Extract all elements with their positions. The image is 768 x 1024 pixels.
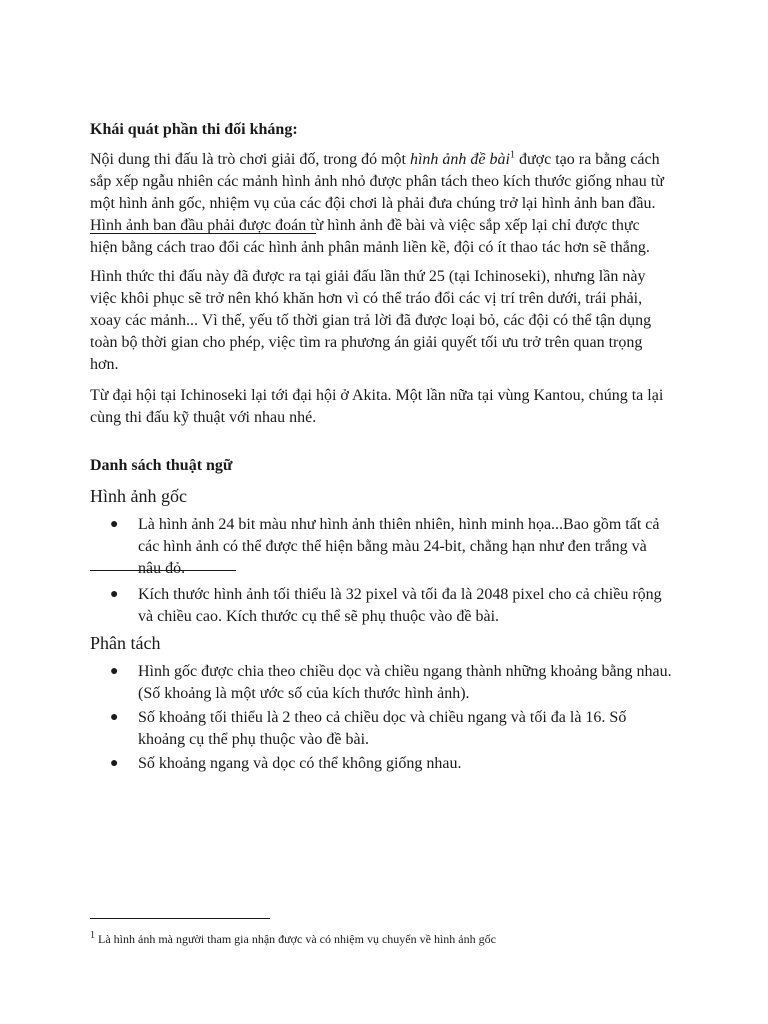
bullet-icon: ● — [110, 517, 119, 532]
text-line: Hình ảnh ban đầu phải được đoán từ hình ảnh đề bài và việc sắp xếp lại chỉ được thực — [90, 217, 640, 234]
footnote-text: Là hình ảnh mà người tham gia nhận được và có nhiệm vụ chuyển về hình ảnh gốc — [95, 932, 496, 946]
term1-list — [90, 514, 690, 628]
list-item — [90, 707, 690, 751]
text-line: cùng thi đấu kỹ thuật với nhau nhé. — [90, 409, 317, 426]
section-heading-glossary: Danh sách thuật ngữ — [90, 457, 233, 474]
text-span: Nội dung thi đấu là trò chơi giải đố, trong đó một — [90, 151, 410, 168]
text-line: Từ đại hội tại Ichinoseki lại tới đại hội ở Akita. Một lần nữa tại vùng Kantou, chúng ta lại — [90, 387, 664, 404]
text-line: việc khôi phục sẽ trở nên khó khăn hơn vì có thể tráo đổi các vị trí trên dưới, trái phải, — [90, 290, 643, 307]
text-line: hiện bằng cách trao đổi các hình ảnh phân mảnh liền kề, đội có ít thao tác hơn sẽ thắng. — [90, 239, 650, 256]
bullet-icon: ● — [110, 664, 119, 679]
text-line — [90, 149, 690, 171]
paragraph-closing — [90, 385, 690, 429]
bullet-icon: ● — [110, 587, 119, 602]
text-line: Kích thước hình ảnh tối thiểu là 32 pixel và tối đa là 2048 pixel cho cả chiều rộng — [138, 586, 662, 603]
underline-mark — [90, 233, 316, 234]
term2-list — [90, 661, 690, 775]
section-heading-overview: Khái quát phần thi đối kháng: — [90, 121, 298, 138]
term-title-segmentation: Phân tách — [90, 633, 161, 653]
text-line: xoay các mảnh... Vì thế, yếu tố thời gian trả lời đã được loại bỏ, các đội có thể tận dụng — [90, 312, 652, 329]
text-span: được tạo ra bằng cách — [514, 151, 660, 168]
footnote-marker: 1 — [90, 930, 95, 941]
paragraph-format — [90, 266, 690, 376]
text-line: Số khoảng tối thiểu là 2 theo cả chiều dọc và chiều ngang và tối đa là 16. Số — [138, 709, 627, 726]
text-line: một hình ảnh gốc, nhiệm vụ của các đội chơi là phải đưa chúng trở lại hình ảnh ban đầu. — [90, 195, 656, 212]
text-line: hơn. — [90, 356, 119, 373]
strike-mark — [90, 570, 236, 571]
footnote-ref[interactable]: 1 — [509, 149, 515, 161]
text-line: khoảng cụ thể phụ thuộc vào đề bài. — [138, 731, 370, 748]
text-line: toàn bộ thời gian cho phép, việc tìm ra phương án giải quyết tối ưu trở trên quan trọng — [90, 334, 643, 351]
list-item — [90, 661, 690, 705]
footnote — [90, 931, 496, 947]
list-item — [90, 753, 690, 775]
paragraph-intro — [90, 149, 690, 259]
bullet-icon: ● — [110, 756, 119, 771]
list-item — [90, 584, 690, 628]
text-line: nâu đỏ. — [138, 560, 186, 577]
text-line: Hình thức thi đấu này đã được ra tại giải đấu lần thứ 25 (tại Ichinoseki), nhưng lần này — [90, 268, 646, 285]
text-line: các hình ảnh có thể được thể hiện bằng màu 24-bit, chẳng hạn như đen trắng và — [138, 538, 647, 555]
text-line: (Số khoảng là một ước số của kích thước hình ảnh). — [138, 685, 470, 702]
footnote-separator — [90, 918, 270, 919]
text-line: sắp xếp ngẫu nhiên các mảnh hình ảnh nhỏ được phân tách theo kích thước giống nhau từ — [90, 173, 664, 190]
emphasis-term: hình ảnh đề bài — [409, 151, 510, 168]
bullet-icon: ● — [110, 710, 119, 725]
text-line: Số khoảng ngang và dọc có thể không giống nhau. — [138, 755, 462, 772]
text-line: và chiều cao. Kích thước cụ thể sẽ phụ thuộc vào đề bài. — [138, 608, 500, 625]
text-line: Hình gốc được chia theo chiều dọc và chiều ngang thành những khoảng bằng nhau. — [138, 663, 672, 680]
text-line: Là hình ảnh 24 bit màu như hình ảnh thiên nhiên, hình minh họa...Bao gồm tất cả — [138, 516, 660, 533]
term-title-original-image: Hình ảnh gốc — [90, 486, 187, 506]
